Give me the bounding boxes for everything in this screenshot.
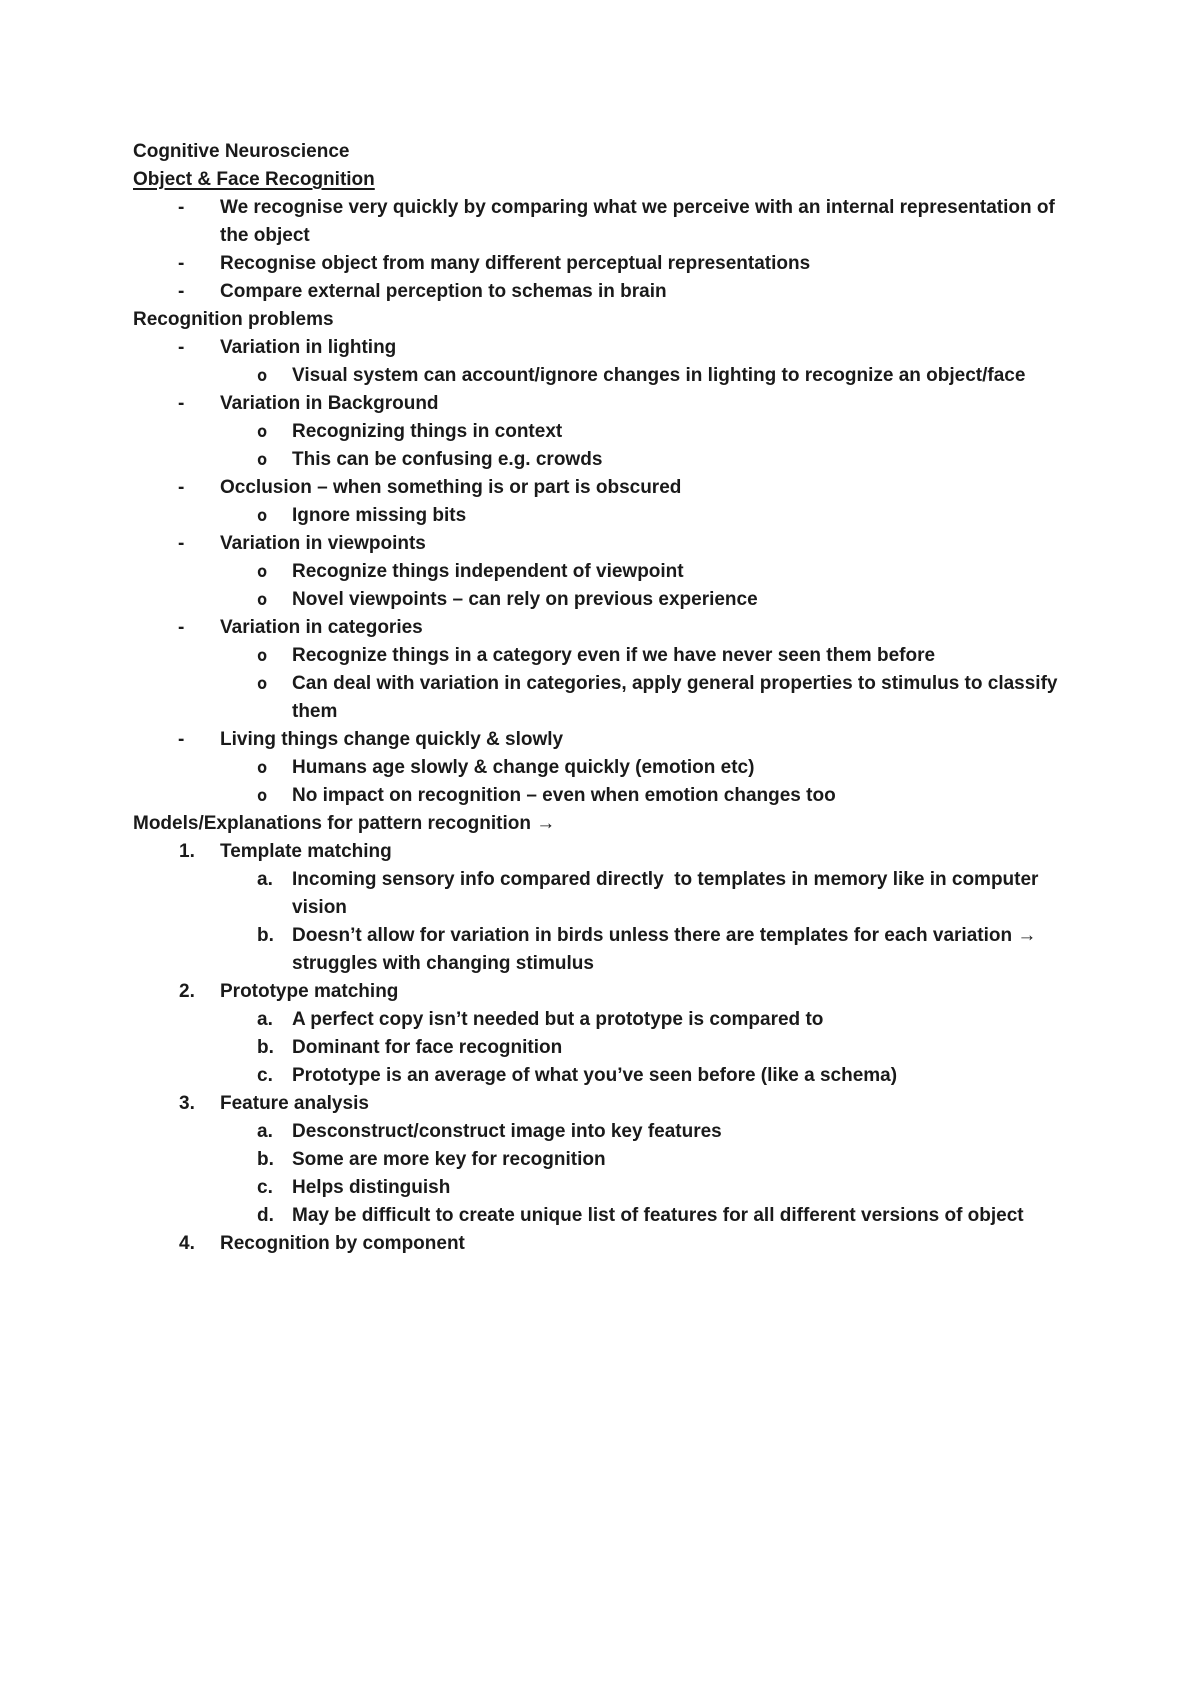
lettered-item-text: Incoming sensory info compared directly to templates in memory like in computer vision	[292, 869, 1044, 918]
circle-bullet-marker: o	[257, 674, 268, 694]
list-item-text: Variation in viewpoints	[220, 533, 426, 554]
list-item	[133, 250, 1068, 278]
numbered-item-text: Template matching	[220, 841, 392, 862]
circle-bullet-marker: o	[257, 758, 268, 778]
letter-marker: c.	[257, 1177, 273, 1198]
sub-list-item-text: Recognize things independent of viewpoint	[292, 561, 684, 582]
problems-heading: Recognition problems	[133, 309, 334, 330]
letter-marker: b.	[257, 1149, 274, 1170]
lettered-sub-item	[133, 866, 1068, 922]
dash-bullet-marker: -	[178, 253, 185, 274]
letter-marker: b.	[257, 1037, 274, 1058]
circle-bullet-marker: o	[257, 590, 268, 610]
lettered-item-text: A perfect copy isn’t needed but a prototype is compared to	[292, 1009, 824, 1030]
dash-bullet-marker: -	[178, 533, 185, 554]
lettered-item-text: May be difficult to create unique list of features for all different versions of object	[292, 1205, 1024, 1226]
lettered-item-text: Prototype is an average of what you’ve seen before (like a schema)	[292, 1065, 898, 1086]
list-item	[133, 530, 1068, 558]
number-marker: 2.	[179, 981, 195, 1002]
lettered-sub-item	[133, 1146, 1068, 1174]
sub-list-item	[133, 670, 1068, 726]
number-marker: 4.	[179, 1233, 195, 1254]
dash-bullet-marker: -	[178, 337, 185, 358]
sub-list-item-text: Recognizing things in context	[292, 421, 563, 442]
sub-list-item	[133, 586, 1068, 614]
letter-marker: a.	[257, 869, 273, 890]
dash-bullet-marker: -	[178, 197, 185, 218]
numbered-item-text: Recognition by component	[220, 1233, 465, 1254]
numbered-list-item	[133, 978, 1068, 1006]
letter-marker: b.	[257, 925, 274, 946]
letter-marker: a.	[257, 1009, 273, 1030]
circle-bullet-marker: o	[257, 422, 268, 442]
dash-bullet-marker: -	[178, 281, 185, 302]
sub-list-item-text: Recognize things in a category even if we have never seen them before	[292, 645, 936, 666]
lettered-sub-item	[133, 1034, 1068, 1062]
dash-bullet-marker: -	[178, 393, 185, 414]
circle-bullet-marker: o	[257, 562, 268, 582]
problems-list	[133, 334, 1068, 810]
letter-marker: d.	[257, 1205, 274, 1226]
list-item	[133, 194, 1068, 250]
list-item	[133, 390, 1068, 418]
list-item-text: Variation in Background	[220, 393, 439, 414]
numbered-item-text: Prototype matching	[220, 981, 399, 1002]
lettered-item-text: Dominant for face recognition	[292, 1037, 563, 1058]
list-item	[133, 278, 1068, 306]
lettered-item-text: Helps distinguish	[292, 1177, 451, 1198]
models-numbered-list	[133, 838, 1068, 1258]
circle-bullet-marker: o	[257, 450, 268, 470]
dash-bullet-marker: -	[178, 617, 185, 638]
models-heading: Models/Explanations for pattern recognition →	[133, 813, 556, 834]
section-heading: Object & Face Recognition	[133, 169, 375, 190]
lettered-item-text: Desconstruct/construct image into key features	[292, 1121, 722, 1142]
circle-bullet-marker: o	[257, 786, 268, 806]
sub-list-item-text: Can deal with variation in categories, apply general properties to stimulus to classify them	[292, 673, 1063, 722]
lettered-sub-item	[133, 1118, 1068, 1146]
sub-list-item	[133, 502, 1068, 530]
list-item	[133, 334, 1068, 362]
page-title: Cognitive Neuroscience	[133, 141, 350, 162]
letter-marker: a.	[257, 1121, 273, 1142]
list-item-text: We recognise very quickly by comparing what we perceive with an internal representation of the object	[220, 197, 1061, 246]
sub-list-item	[133, 418, 1068, 446]
list-item	[133, 474, 1068, 502]
list-item-text: Living things change quickly & slowly	[220, 729, 564, 750]
sub-list-item-text: Visual system can account/ignore changes in lighting to recognize an object/face	[292, 365, 1026, 386]
lettered-sub-item	[133, 1174, 1068, 1202]
numbered-list-item	[133, 838, 1068, 866]
sub-list-item	[133, 558, 1068, 586]
intro-bullet-list	[133, 194, 1068, 306]
lettered-sub-item	[133, 1202, 1068, 1230]
sub-list-item-text: Novel viewpoints – can rely on previous experience	[292, 589, 758, 610]
numbered-item-text: Feature analysis	[220, 1093, 369, 1114]
lettered-sub-item	[133, 1006, 1068, 1034]
sub-list-item	[133, 362, 1068, 390]
circle-bullet-marker: o	[257, 506, 268, 526]
circle-bullet-marker: o	[257, 366, 268, 386]
list-item-text: Occlusion – when something is or part is obscured	[220, 477, 682, 498]
lettered-sub-item	[133, 1062, 1068, 1090]
circle-bullet-marker: o	[257, 646, 268, 666]
lettered-item-text: Doesn’t allow for variation in birds unless there are templates for each variation → struggles with changing stimulus	[292, 925, 1042, 974]
number-marker: 3.	[179, 1093, 195, 1114]
sub-list-item-text: This can be confusing e.g. crowds	[292, 449, 603, 470]
list-item	[133, 726, 1068, 754]
sub-list-item	[133, 642, 1068, 670]
sub-list-item-text: Ignore missing bits	[292, 505, 467, 526]
sub-list-item	[133, 782, 1068, 810]
letter-marker: c.	[257, 1065, 273, 1086]
sub-list-item	[133, 446, 1068, 474]
list-item-text: Variation in lighting	[220, 337, 397, 358]
lettered-item-text: Some are more key for recognition	[292, 1149, 606, 1170]
dash-bullet-marker: -	[178, 477, 185, 498]
list-item	[133, 614, 1068, 642]
numbered-list-item	[133, 1090, 1068, 1118]
list-item-text: Compare external perception to schemas in brain	[220, 281, 667, 302]
sub-list-item-text: No impact on recognition – even when emotion changes too	[292, 785, 836, 806]
lettered-sub-item	[133, 922, 1068, 978]
numbered-list-item	[133, 1230, 1068, 1258]
list-item-text: Variation in categories	[220, 617, 423, 638]
document-content	[133, 138, 1068, 1258]
dash-bullet-marker: -	[178, 729, 185, 750]
sub-list-item-text: Humans age slowly & change quickly (emotion etc)	[292, 757, 755, 778]
sub-list-item	[133, 754, 1068, 782]
list-item-text: Recognise object from many different perceptual representations	[220, 253, 811, 274]
number-marker: 1.	[179, 841, 195, 862]
